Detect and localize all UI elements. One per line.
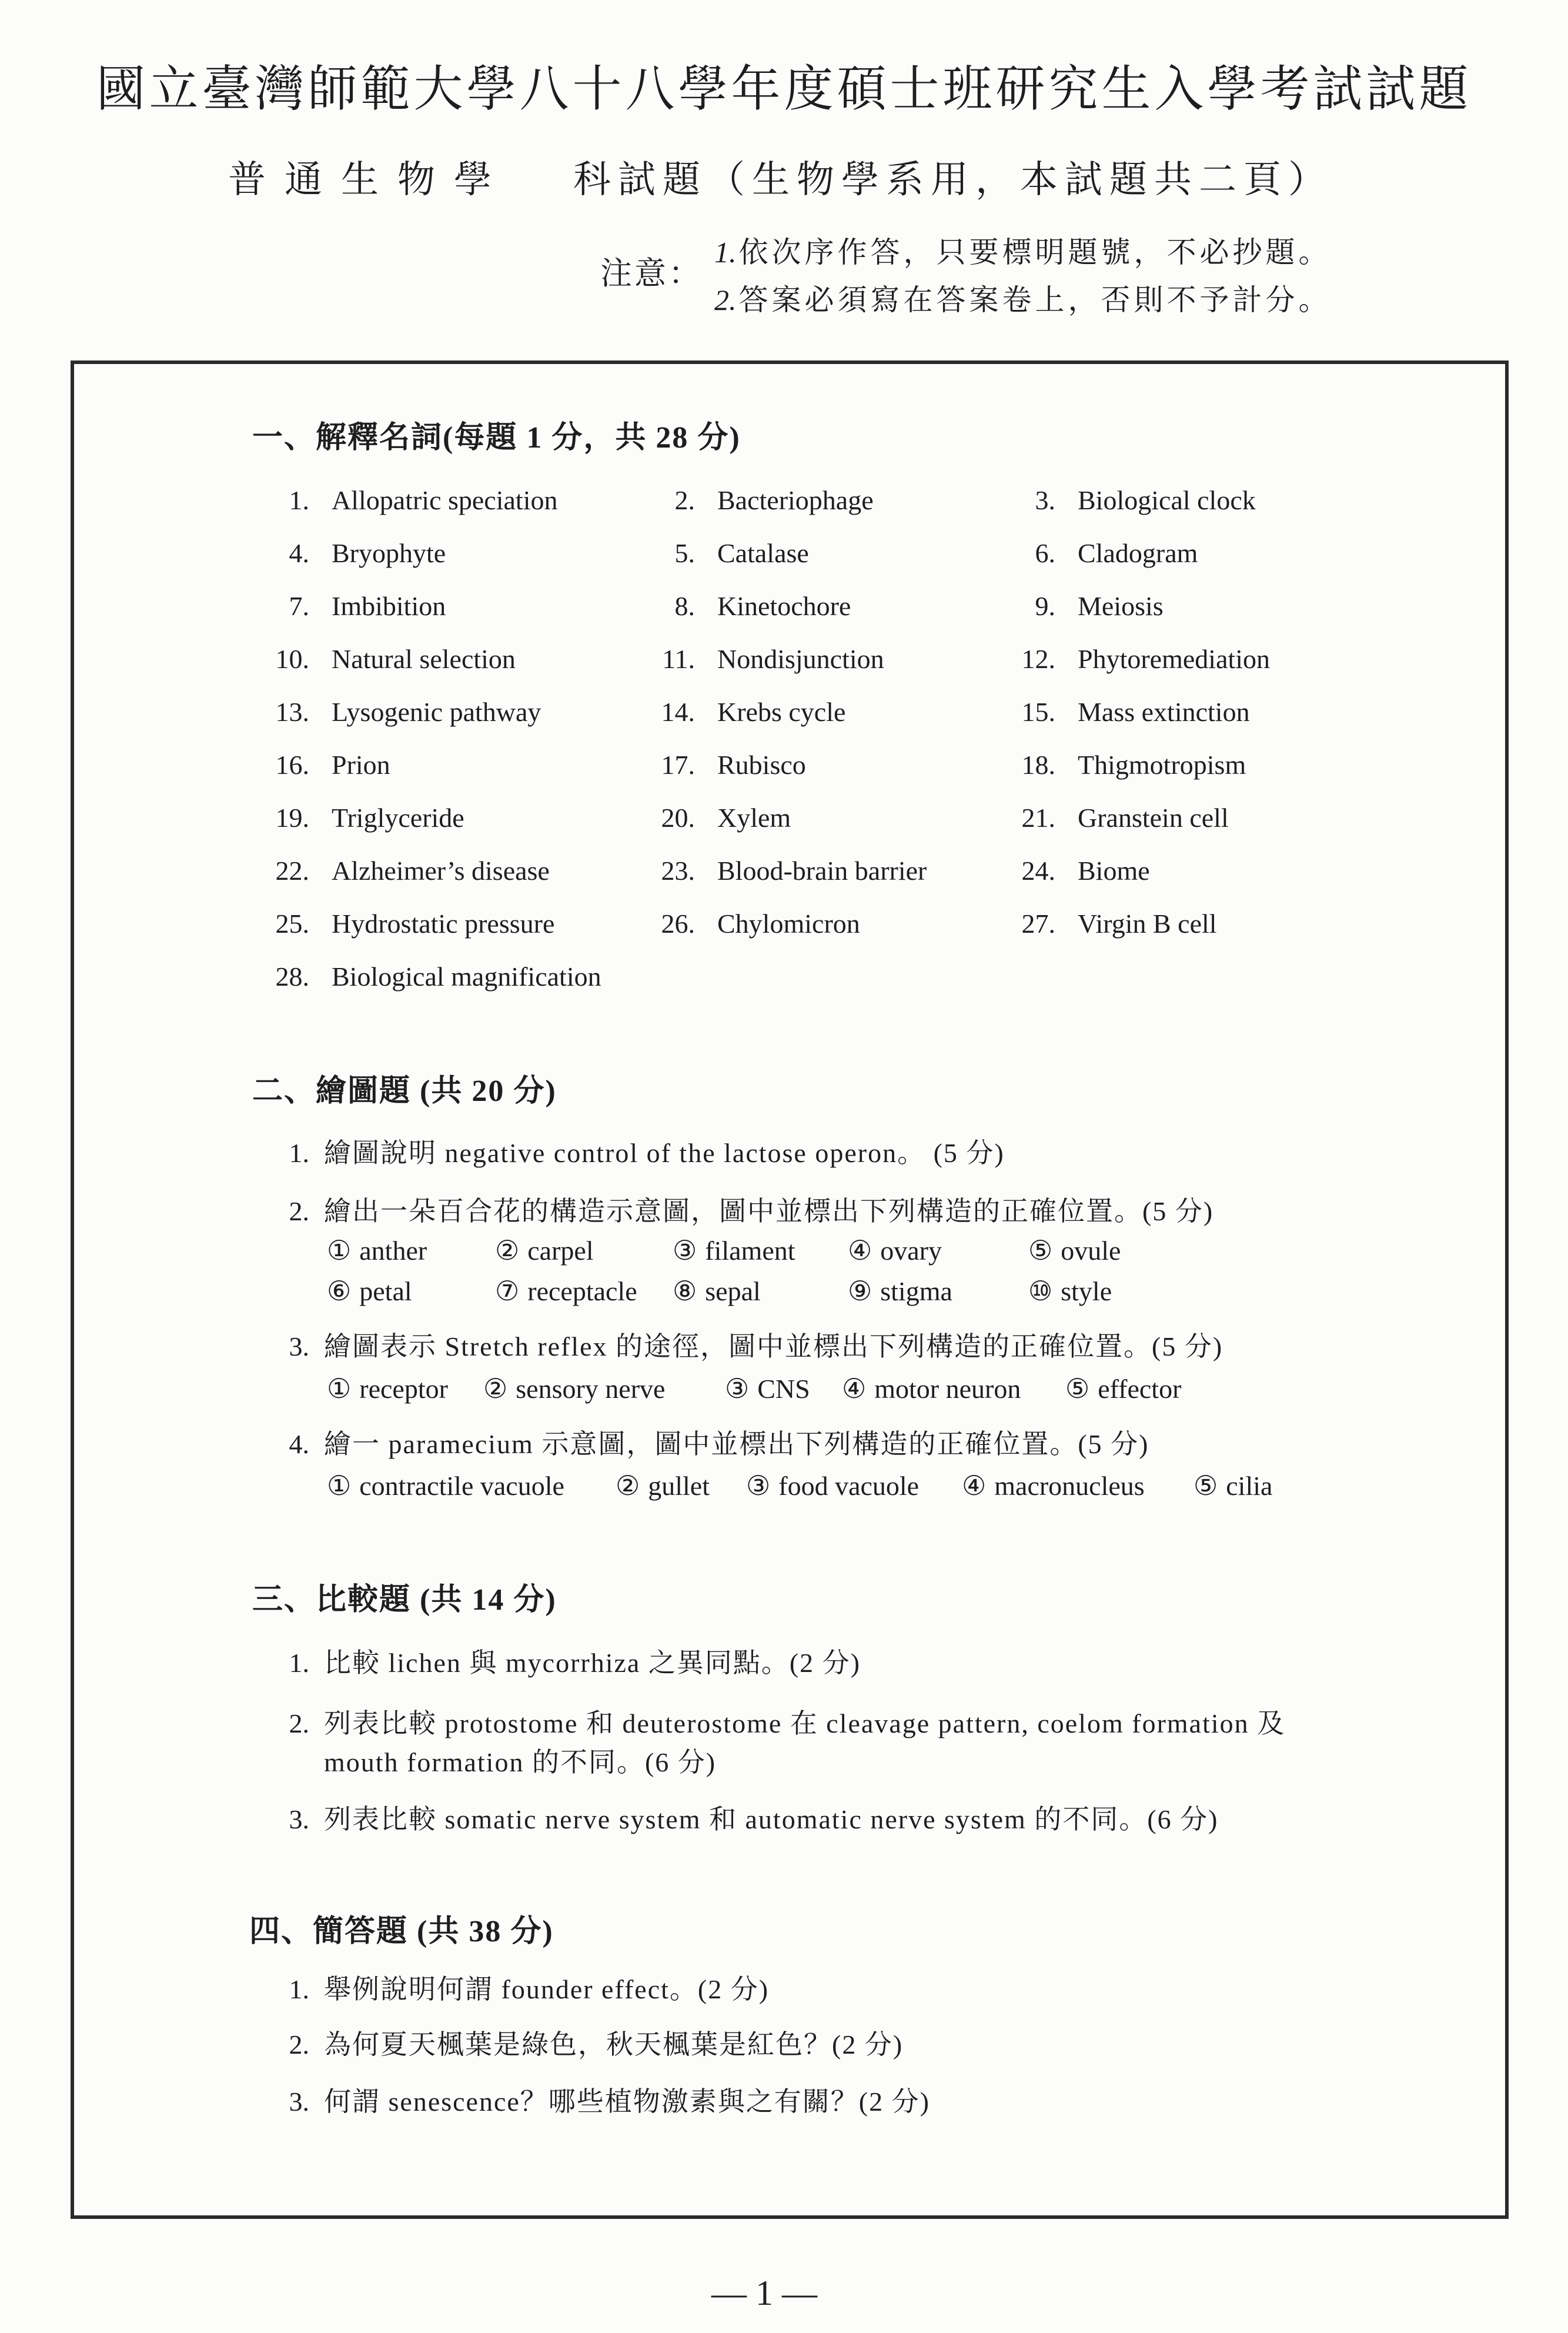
notice-item: [714, 282, 1332, 318]
term-number: 12.: [1021, 643, 1055, 674]
option-label: petal: [359, 1276, 412, 1306]
notice-text: 答案必須寫在答案卷上，否則不予計分。: [738, 283, 1332, 316]
term-text: Blood-brain barrier: [717, 855, 927, 886]
question-item: [270, 2027, 903, 2062]
term-text: Biological clock: [1078, 485, 1256, 515]
term-item: [644, 632, 1005, 685]
term-number: 28.: [275, 961, 309, 992]
option-mark: ④: [962, 1471, 987, 1501]
option-ovule: [1028, 1233, 1121, 1269]
term-number: 4.: [289, 538, 309, 568]
option-mark: ②: [616, 1471, 640, 1501]
option-mark: ②: [495, 1236, 520, 1266]
option-mark: ②: [483, 1374, 508, 1404]
term-item: [259, 579, 644, 632]
option-label: contractile vacuole: [359, 1471, 564, 1501]
question-text: 繪一 paramecium 示意圖，圖中並標出下列構造的正確位置。(5 分): [324, 1429, 1149, 1459]
question-item: [270, 1802, 1218, 1837]
question-item: [270, 1136, 1005, 1171]
term-number: 19.: [275, 802, 309, 833]
term-number: 14.: [661, 696, 695, 727]
term-item: [259, 844, 644, 897]
option-mark: ③: [746, 1471, 771, 1501]
term-number: 10.: [275, 643, 309, 674]
term-text: Thigmotropism: [1078, 749, 1246, 780]
term-number: 17.: [661, 749, 695, 780]
term-text: Mass extinction: [1078, 696, 1250, 727]
term-text: Rubisco: [717, 749, 806, 780]
exam-subtitle: 科試題（生物學系用，本試題共二頁）: [573, 159, 1333, 201]
term-text: Triglyceride: [332, 802, 464, 833]
option-carpel: [495, 1233, 594, 1269]
term-text: Natural selection: [332, 643, 516, 674]
question-item: [270, 1706, 1285, 1741]
term-text: Allopatric speciation: [332, 485, 558, 515]
term-number: 24.: [1021, 855, 1055, 886]
term-number: 16.: [275, 749, 309, 780]
term-text: Bryophyte: [332, 538, 446, 568]
option-mark: ①: [327, 1236, 352, 1266]
option-label: macronucleus: [994, 1471, 1145, 1501]
option-receptacle: [495, 1274, 637, 1309]
question-text: 繪圖說明 negative control of the lactose operon。 (5 分): [324, 1138, 1005, 1168]
option-food-vacuole: [746, 1468, 919, 1504]
question-text: 比較 lichen 與 mycorrhiza 之異同點。(2 分): [324, 1648, 861, 1678]
option-label: ovule: [1061, 1236, 1121, 1266]
term-number: 18.: [1021, 749, 1055, 780]
option-macronucleus: [962, 1468, 1145, 1504]
option-label: motor neuron: [874, 1374, 1021, 1404]
term-item: [644, 473, 1005, 526]
option-label: style: [1061, 1276, 1112, 1306]
option-label: CNS: [757, 1374, 810, 1404]
term-text: Phytoremediation: [1078, 643, 1271, 674]
term-number: 11.: [662, 643, 695, 674]
term-number: 3.: [1035, 485, 1055, 515]
term-item: [259, 526, 644, 579]
option-mark: ①: [327, 1471, 352, 1501]
option-mark: ④: [842, 1374, 867, 1404]
question-number: 1.: [289, 1974, 309, 2004]
term-item: [1005, 844, 1416, 897]
question-number: 3.: [289, 1331, 309, 1361]
option-motor-neuron: [842, 1371, 1021, 1407]
question-item: [270, 1427, 1149, 1462]
question-text-continued: mouth formation 的不同。(6 分): [324, 1747, 717, 1777]
question-number: 4.: [289, 1429, 309, 1459]
term-text: Krebs cycle: [717, 696, 846, 727]
term-number: 9.: [1035, 590, 1055, 621]
option-style: [1028, 1274, 1112, 1309]
term-item: [1005, 685, 1416, 738]
option-anther: [327, 1233, 427, 1269]
term-item: [1005, 473, 1416, 526]
exam-title: 國立臺灣師範大學八十八學年度碩士班研究生入學考試試題: [96, 62, 1472, 117]
option-cilia: [1193, 1468, 1272, 1504]
term-item: [259, 897, 644, 950]
terms-grid: [259, 473, 1416, 1003]
term-item: [1005, 897, 1416, 950]
term-text: Kinetochore: [717, 590, 851, 621]
option-label: food vacuole: [778, 1471, 920, 1501]
option-stigma: [848, 1274, 952, 1309]
term-text: Xylem: [717, 802, 791, 833]
term-item: [644, 526, 1005, 579]
option-petal: [327, 1274, 412, 1309]
term-text: Bacteriophage: [717, 485, 874, 515]
term-item: [259, 632, 644, 685]
term-item: [644, 685, 1005, 738]
option-sepal: [673, 1274, 761, 1309]
section-heading-short-answer: 四、簡答題 (共 38 分): [249, 1915, 554, 1948]
term-text: Catalase: [717, 538, 809, 568]
question-text: 列表比較 somatic nerve system 和 automatic nerve system 的不同。(6 分): [324, 1804, 1219, 1834]
option-mark: ⑤: [1193, 1471, 1218, 1501]
term-text: Alzheimer’s disease: [332, 855, 550, 886]
question-number: 2.: [289, 2030, 309, 2060]
term-number: 13.: [275, 696, 309, 727]
term-text: Biome: [1078, 855, 1150, 886]
option-mark: ③: [725, 1374, 750, 1404]
term-text: Hydrostatic pressure: [332, 908, 555, 939]
term-number: 23.: [661, 855, 695, 886]
question-number: 3.: [289, 2087, 309, 2117]
question-item: [270, 2084, 930, 2120]
term-text: Virgin B cell: [1078, 908, 1217, 939]
option-gullet: [616, 1468, 710, 1504]
term-text: Imbibition: [332, 590, 446, 621]
term-text: Meiosis: [1078, 590, 1164, 621]
option-label: anther: [359, 1236, 427, 1266]
term-item: [1005, 526, 1416, 579]
section-heading-terms: 一、解釋名詞(每題 1 分，共 28 分): [252, 421, 741, 455]
term-item: [1005, 579, 1416, 632]
option-label: receptacle: [527, 1276, 637, 1306]
term-item: [644, 844, 1005, 897]
page-number: — 1 —: [711, 2274, 817, 2312]
term-text: Granstein cell: [1078, 802, 1229, 833]
term-number: 20.: [661, 802, 695, 833]
question-item: [270, 1329, 1223, 1364]
option-mark: ⑤: [1028, 1236, 1053, 1266]
question-item: [270, 1646, 861, 1681]
term-text: Nondisjunction: [717, 643, 884, 674]
question-number: 1.: [289, 1138, 309, 1168]
option-filament: [673, 1233, 795, 1269]
option-label: carpel: [527, 1236, 594, 1266]
term-item: [259, 791, 644, 844]
question-item: [270, 1972, 769, 2007]
term-item: [644, 897, 1005, 950]
term-number: 22.: [275, 855, 309, 886]
option-mark: ④: [848, 1236, 872, 1266]
question-number: 3.: [289, 1804, 309, 1834]
term-item: [259, 950, 644, 1003]
option-label: gullet: [648, 1471, 710, 1501]
term-number: 8.: [674, 590, 695, 621]
term-item: [259, 738, 644, 791]
option-effector: [1065, 1371, 1181, 1407]
notice-item: [714, 235, 1332, 270]
question-number: 2.: [289, 1708, 309, 1738]
section-heading-drawing: 二、繪圖題 (共 20 分): [252, 1074, 557, 1108]
term-number: 7.: [289, 590, 309, 621]
question-text: 列表比較 protostome 和 deuterostome 在 cleavage pattern, coelom formation 及: [324, 1708, 1286, 1738]
option-cns: [725, 1371, 810, 1407]
term-item: [1005, 738, 1416, 791]
term-item: [644, 791, 1005, 844]
notice-label: 注意：: [600, 256, 703, 291]
question-text: 為何夏天楓葉是綠色，秋天楓葉是紅色？(2 分): [324, 2030, 904, 2060]
term-text: Cladogram: [1078, 538, 1198, 568]
term-item: [259, 685, 644, 738]
term-item: [1005, 632, 1416, 685]
term-number: 26.: [661, 908, 695, 939]
question-text: 繪出一朵百合花的構造示意圖，圖中並標出下列構造的正確位置。(5 分): [324, 1196, 1214, 1226]
term-text: Prion: [332, 749, 390, 780]
option-mark: ⑦: [495, 1276, 520, 1306]
question-number: 1.: [289, 1648, 309, 1678]
question-text: 何謂 senescence？哪些植物激素與之有關？(2 分): [324, 2087, 930, 2117]
option-mark: ⑩: [1028, 1276, 1053, 1306]
option-label: filament: [705, 1236, 795, 1266]
question-text: 繪圖表示 Stretch reflex 的途徑，圖中並標出下列構造的正確位置。(5 分): [324, 1331, 1223, 1361]
term-number: 25.: [275, 908, 309, 939]
option-label: sensory nerve: [516, 1374, 666, 1404]
notice-text: 依次序作答，只要標明題號，不必抄題。: [738, 236, 1332, 269]
notice-number: 1.: [714, 236, 737, 269]
option-label: stigma: [880, 1276, 952, 1306]
term-number: 1.: [289, 485, 309, 515]
term-number: 21.: [1021, 802, 1055, 833]
term-item: [644, 579, 1005, 632]
term-text: Chylomicron: [717, 908, 860, 939]
option-receptor: [327, 1371, 448, 1407]
question-text: 舉例說明何謂 founder effect。(2 分): [324, 1974, 770, 2004]
term-number: 2.: [674, 485, 695, 515]
section-heading-comparison: 三、比較題 (共 14 分): [252, 1583, 557, 1617]
option-label: cilia: [1226, 1471, 1273, 1501]
option-mark: ⑥: [327, 1276, 352, 1306]
option-label: ovary: [880, 1236, 942, 1266]
option-mark: ③: [673, 1236, 697, 1266]
notice-number: 2.: [714, 283, 737, 316]
term-number: 15.: [1021, 696, 1055, 727]
question-item: [270, 1194, 1213, 1229]
question-number: 2.: [289, 1196, 309, 1226]
option-mark: ⑨: [848, 1276, 872, 1306]
option-mark: ①: [327, 1374, 352, 1404]
option-ovary: [848, 1233, 942, 1269]
term-item: [644, 738, 1005, 791]
option-label: sepal: [705, 1276, 761, 1306]
term-number: 27.: [1021, 908, 1055, 939]
option-label: effector: [1098, 1374, 1182, 1404]
term-number: 5.: [674, 538, 695, 568]
option-label: receptor: [359, 1374, 448, 1404]
option-sensory-nerve: [483, 1371, 665, 1407]
option-mark: ⑧: [673, 1276, 697, 1306]
subject-name: 普 通 生 物 學: [228, 159, 496, 201]
term-item: [259, 473, 644, 526]
option-mark: ⑤: [1065, 1374, 1090, 1404]
term-text: Biological magnification: [332, 961, 601, 992]
term-text: Lysogenic pathway: [332, 696, 541, 727]
term-item: [1005, 791, 1416, 844]
term-number: 6.: [1035, 538, 1055, 568]
option-contractile-vacuole: [327, 1468, 564, 1504]
